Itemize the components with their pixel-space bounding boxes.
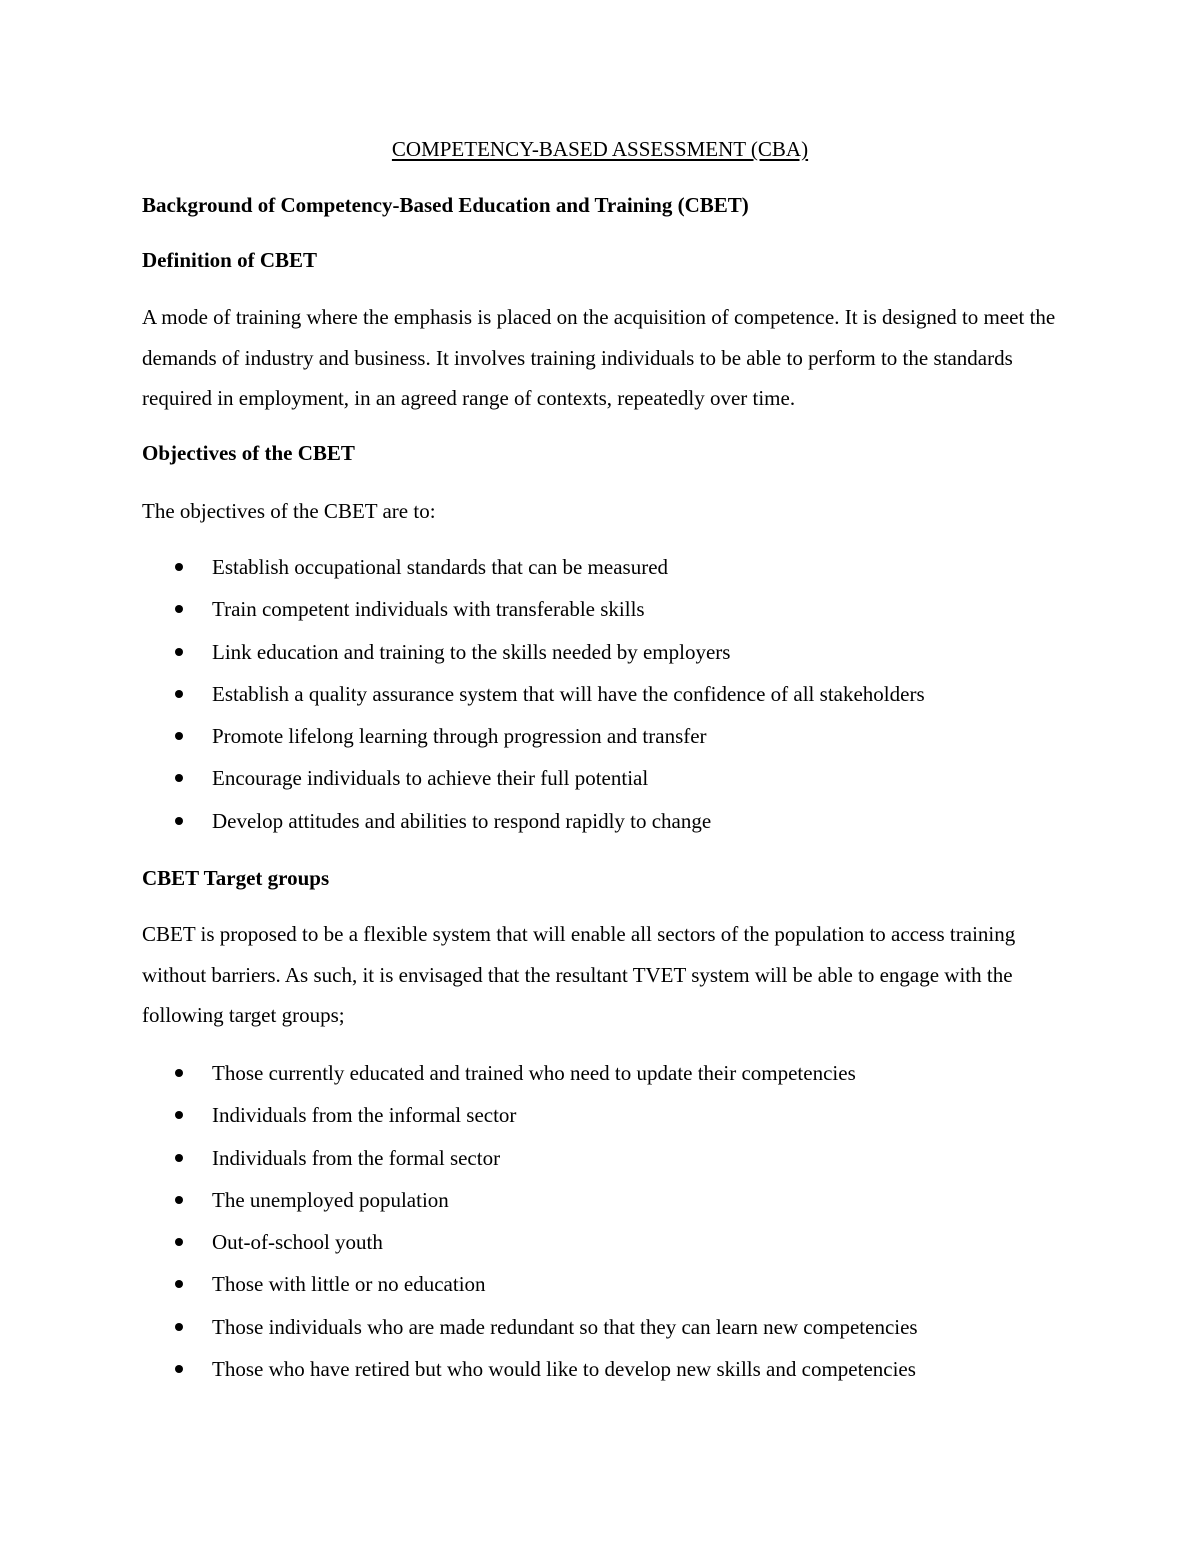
bullet-icon xyxy=(175,732,183,740)
list-item-text: Those individuals who are made redundant so that they can learn new competencies xyxy=(212,1314,918,1339)
list-item-text: The unemployed population xyxy=(212,1187,449,1212)
bullet-icon xyxy=(175,1365,183,1373)
bullet-icon xyxy=(175,648,183,656)
background-heading: Background of Competency-Based Education and Training (CBET) xyxy=(142,193,749,217)
target-groups-heading: CBET Target groups xyxy=(142,866,330,890)
list-item-text: Those who have retired but who would like to develop new skills and competencies xyxy=(212,1357,916,1382)
bullet-icon xyxy=(175,1323,183,1331)
list-item-text: Establish a quality assurance system that will have the confidence of all stakeholders xyxy=(212,681,925,706)
target-groups-intro: CBET is proposed to be a flexible system that will enable all sectors of the population to access training without barriers. As such, it is envisaged that the resultant TVET system will be able to engage with the following target groups; xyxy=(142,922,1016,1027)
bullet-icon xyxy=(175,774,183,782)
list-item-text: Individuals from the informal sector xyxy=(212,1103,517,1128)
list-item-text: Individuals from the formal sector xyxy=(212,1145,501,1170)
definition-heading: Definition of CBET xyxy=(142,248,318,272)
bullet-icon xyxy=(175,563,183,571)
bullet-icon xyxy=(175,1069,183,1077)
bullet-icon xyxy=(175,1111,183,1119)
bullet-icon xyxy=(175,605,183,613)
bullet-icon xyxy=(175,1154,183,1162)
objectives-intro: The objectives of the CBET are to: xyxy=(142,499,436,523)
list-item-text: Encourage individuals to achieve their full potential xyxy=(212,766,649,791)
bullet-icon xyxy=(175,690,183,698)
bullet-icon xyxy=(175,1280,183,1288)
list-item-text: Develop attitudes and abilities to respond rapidly to change xyxy=(212,808,712,833)
definition-paragraph: A mode of training where the emphasis is placed on the acquisition of competence. It is designed to meet the demands of industry and business. It involves training individuals to be able to perform to the standards required in employment, in an agreed range of contexts, repeatedly over time. xyxy=(142,305,1056,410)
bullet-icon xyxy=(175,1196,183,1204)
bullet-icon xyxy=(175,1238,183,1246)
list-item-text: Link education and training to the skills needed by employers xyxy=(212,639,731,664)
objectives-heading: Objectives of the CBET xyxy=(142,441,355,465)
bullet-icon xyxy=(175,817,183,825)
list-item-text: Establish occupational standards that can be measured xyxy=(212,555,669,579)
document-title: COMPETENCY-BASED ASSESSMENT (CBA) xyxy=(391,137,809,161)
list-item-text: Train competent individuals with transferable skills xyxy=(212,597,645,622)
list-item-text: Out-of-school youth xyxy=(212,1230,383,1255)
list-item-text: Those with little or no education xyxy=(212,1272,486,1297)
list-item-text: Promote lifelong learning through progression and transfer xyxy=(212,724,707,749)
list-item-text: Those currently educated and trained who need to update their competencies xyxy=(212,1061,856,1085)
